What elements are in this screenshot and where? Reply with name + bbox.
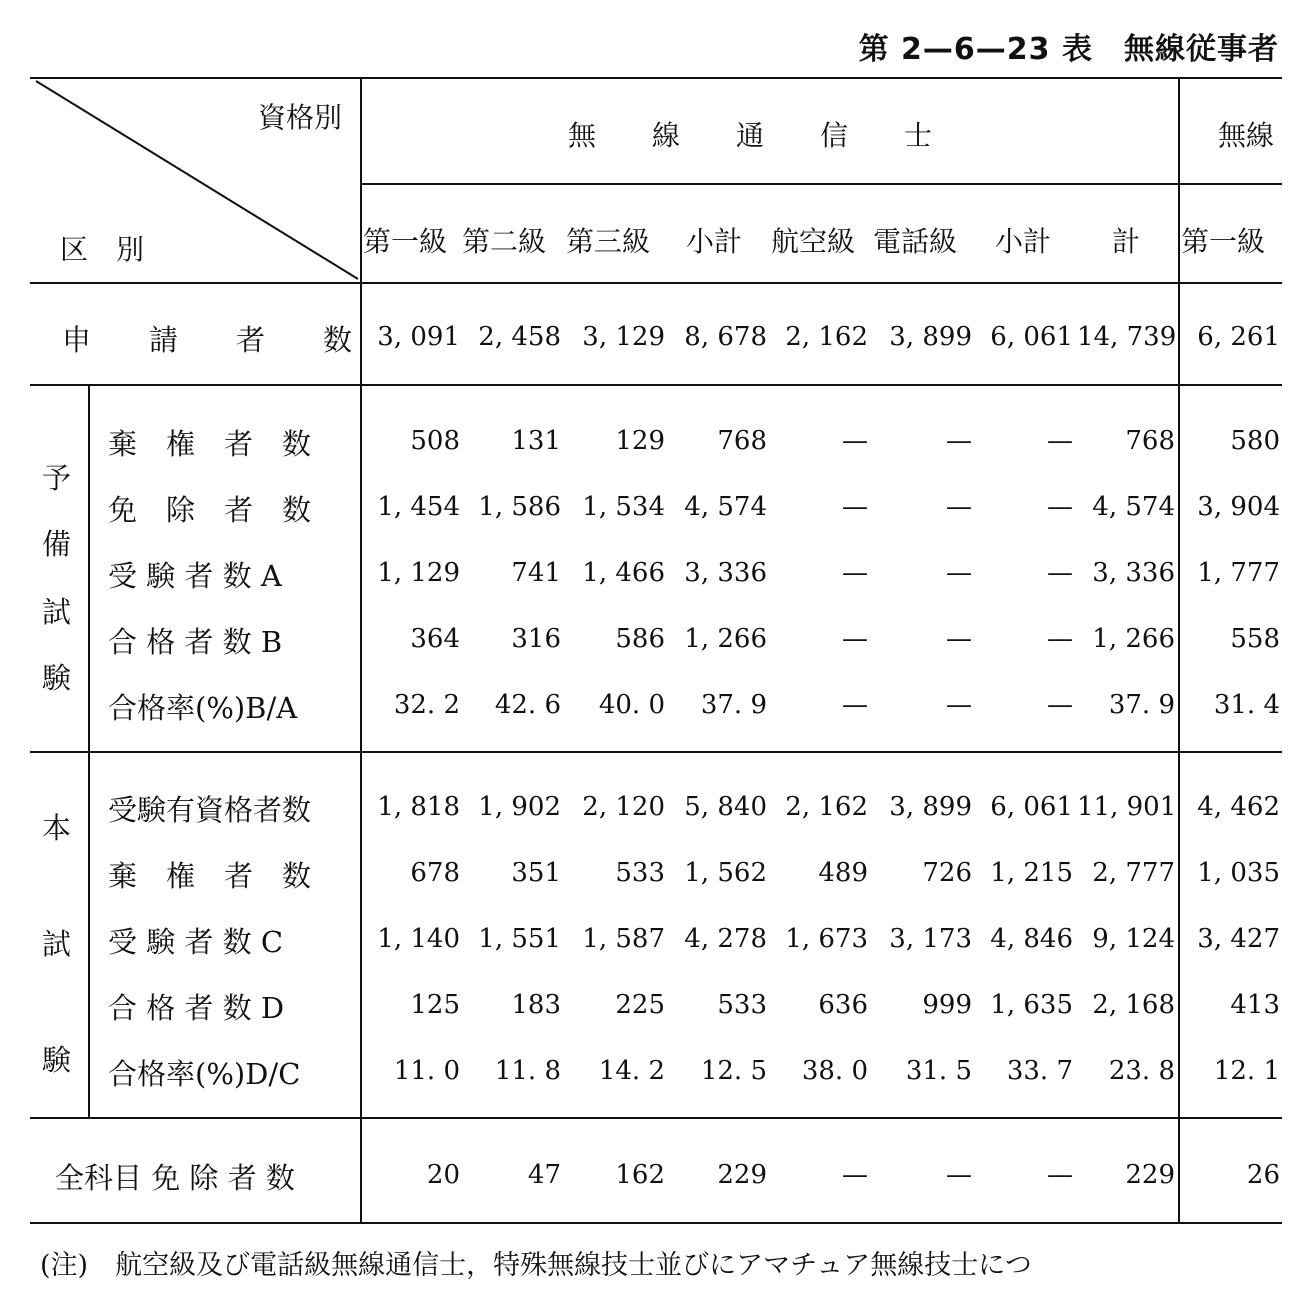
rule-main-bottom	[30, 1117, 1282, 1119]
table-cell: 726	[922, 858, 972, 888]
row-label-all-exempt: 全科目 免 除 者 数	[55, 1161, 295, 1195]
table-cell: 2, 120	[582, 792, 665, 822]
table-cell: 6, 061	[990, 322, 1073, 352]
row-label-main: 棄 権 者 数	[108, 859, 312, 893]
table-cell: 2, 162	[785, 322, 868, 352]
footnote: (注) 航空級及び電話級無線通信士，特殊無線技士並びにアマチュア無線技士につ	[40, 1250, 1032, 1281]
table-cell: 316	[511, 624, 561, 654]
table-cell: 4, 462	[1197, 792, 1280, 822]
table-cell: 999	[922, 990, 972, 1020]
table-cell: 364	[410, 624, 460, 654]
table-cell: 3, 899	[889, 322, 972, 352]
group-label-prelim: 予	[42, 461, 72, 495]
table-cell: 3, 091	[377, 322, 460, 352]
table-cell: 1, 035	[1197, 858, 1280, 888]
table-cell: 3, 899	[889, 792, 972, 822]
col-header: 第三級	[566, 225, 651, 258]
table-cell: 229	[717, 1160, 767, 1190]
row-label-main: 合格率(%)D/C	[108, 1057, 301, 1091]
group-label-prelim: 験	[42, 661, 72, 695]
row-label-prelim: 棄 権 者 数	[108, 427, 312, 461]
row-label-main: 受験有資格者数	[108, 793, 312, 827]
table-cell: 533	[615, 858, 665, 888]
table-cell: 229	[1125, 1160, 1175, 1190]
table-cell: —	[946, 558, 972, 588]
group-label-prelim: 備	[42, 527, 72, 561]
table-cell: 413	[1230, 990, 1280, 1020]
table-cell: 11. 8	[494, 1056, 561, 1086]
rule-bottom	[30, 1222, 1282, 1224]
row-label-prelim: 合格率(%)B/A	[108, 691, 298, 725]
table-cell: 3, 427	[1197, 924, 1280, 954]
table-cell: 3, 129	[582, 322, 665, 352]
rule-group-column	[88, 384, 90, 1117]
table-cell: 1, 587	[582, 924, 665, 954]
rule-applicants-bottom	[30, 384, 1282, 386]
rule-prelim-bottom	[30, 751, 1282, 753]
table-cell: 47	[527, 1160, 561, 1190]
table-cell: 31. 4	[1213, 690, 1280, 720]
table-cell: 2, 162	[785, 792, 868, 822]
row-label-prelim: 受 験 者 数 A	[108, 559, 282, 593]
table-cell: 678	[410, 858, 460, 888]
table-cell: 1, 266	[1092, 624, 1175, 654]
table-cell: 741	[511, 558, 561, 588]
table-cell: 533	[717, 990, 767, 1020]
col-header: 第二級	[462, 225, 547, 258]
table-cell: 131	[511, 426, 561, 456]
col-header: 小計	[995, 225, 1052, 258]
diag-bottom-label: 区 別	[60, 233, 145, 266]
table-cell: —	[1047, 624, 1073, 654]
col-header: 航空級	[771, 225, 856, 258]
table-cell: 2, 777	[1092, 858, 1175, 888]
table-cell: —	[842, 558, 868, 588]
col-header: 電話級	[873, 225, 958, 258]
table-cell: —	[1047, 492, 1073, 522]
table-cell: —	[946, 1160, 972, 1190]
diag-top-label: 資格別	[258, 101, 343, 134]
table-cell: 11, 901	[1077, 792, 1177, 822]
table-cell: 2, 458	[478, 322, 561, 352]
table-cell: 6, 261	[1197, 322, 1280, 352]
table-cell: 32. 2	[393, 690, 460, 720]
table-cell: 12. 5	[700, 1056, 767, 1086]
table-cell: 586	[615, 624, 665, 654]
row-label-main: 合 格 者 数 D	[108, 991, 285, 1025]
table-cell: 1, 215	[990, 858, 1073, 888]
table-cell: —	[842, 1160, 868, 1190]
table-cell: —	[842, 426, 868, 456]
table-cell: 1, 454	[377, 492, 460, 522]
table-cell: 183	[511, 990, 561, 1020]
table-cell: 636	[818, 990, 868, 1020]
table-cell: 3, 904	[1197, 492, 1280, 522]
table-cell: 3, 336	[1092, 558, 1175, 588]
table-cell: 768	[717, 426, 767, 456]
table-cell: 4, 278	[684, 924, 767, 954]
col-header: 計	[1112, 225, 1141, 258]
table-cell: 12. 1	[1213, 1056, 1280, 1086]
table-cell: 4, 574	[684, 492, 767, 522]
table-cell: 1, 129	[377, 558, 460, 588]
table-cell: 14. 2	[598, 1056, 665, 1086]
table-cell: 37. 9	[1108, 690, 1175, 720]
table-cell: —	[842, 492, 868, 522]
table-cell: 1, 266	[684, 624, 767, 654]
table-cell: 11. 0	[393, 1056, 460, 1086]
table-cell: —	[842, 624, 868, 654]
table-cell: 40. 0	[598, 690, 665, 720]
table-title: 第 2—6—23 表 無線従事者	[858, 32, 1279, 67]
group-label-main: 験	[42, 1043, 72, 1077]
table-cell: 37. 9	[700, 690, 767, 720]
table-cell: 129	[615, 426, 665, 456]
table-cell: 6, 061	[990, 792, 1073, 822]
row-label-prelim: 合 格 者 数 B	[108, 625, 283, 659]
table-cell: 1, 902	[478, 792, 561, 822]
table-cell: 162	[615, 1160, 665, 1190]
table-cell: —	[1047, 558, 1073, 588]
table-cell: 1, 635	[990, 990, 1073, 1020]
table-cell: 26	[1246, 1160, 1280, 1190]
table-cell: —	[1047, 1160, 1073, 1190]
table-cell: 558	[1230, 624, 1280, 654]
table-cell: 489	[818, 858, 868, 888]
col-header: 第一級	[363, 225, 448, 258]
table-cell: 9, 124	[1092, 924, 1175, 954]
group-header-radio-operator: 無 線 通 信 士	[568, 119, 933, 152]
table-cell: —	[946, 426, 972, 456]
rule-subheader	[362, 183, 1282, 185]
table-cell: 31. 5	[905, 1056, 972, 1086]
group-header-right: 無線	[1218, 119, 1275, 152]
table-cell: 4, 846	[990, 924, 1073, 954]
table-cell: —	[1047, 426, 1073, 456]
table-cell: 1, 586	[478, 492, 561, 522]
table-cell: 1, 777	[1197, 558, 1280, 588]
group-label-main: 試	[42, 927, 72, 961]
table-cell: 580	[1230, 426, 1280, 456]
table-cell: —	[842, 690, 868, 720]
table-cell: 768	[1125, 426, 1175, 456]
table-cell: 3, 336	[684, 558, 767, 588]
table-cell: 125	[410, 990, 460, 1020]
table-cell: 38. 0	[801, 1056, 868, 1086]
table-cell: 2, 168	[1092, 990, 1175, 1020]
table-cell: 8, 678	[684, 322, 767, 352]
table-cell: 20	[426, 1160, 460, 1190]
row-label-prelim: 免 除 者 数	[108, 493, 312, 527]
table-cell: 1, 466	[582, 558, 665, 588]
table-cell: 4, 574	[1092, 492, 1175, 522]
table-cell: 1, 551	[478, 924, 561, 954]
table-cell: 5, 840	[684, 792, 767, 822]
col-header: 第一級	[1181, 225, 1266, 258]
table-cell: 1, 673	[785, 924, 868, 954]
table-cell: 351	[511, 858, 561, 888]
table-cell: 1, 140	[377, 924, 460, 954]
row-label-main: 受 験 者 数 C	[108, 925, 284, 959]
table-cell: —	[946, 492, 972, 522]
row-label-applicants: 申 請 者 数	[62, 323, 353, 357]
table-cell: 14, 739	[1077, 322, 1177, 352]
table-cell: 1, 818	[377, 792, 460, 822]
col-header: 小計	[686, 225, 743, 258]
table-cell: 23. 8	[1108, 1056, 1175, 1086]
group-label-prelim: 試	[42, 595, 72, 629]
table-cell: —	[1047, 690, 1073, 720]
table-cell: 508	[410, 426, 460, 456]
table-cell: 42. 6	[494, 690, 561, 720]
table-cell: 3, 173	[889, 924, 972, 954]
rule-right-column	[1178, 77, 1180, 1222]
table-cell: 1, 562	[684, 858, 767, 888]
table-cell: 225	[615, 990, 665, 1020]
table-cell: 1, 534	[582, 492, 665, 522]
table-cell: 33. 7	[1006, 1056, 1073, 1086]
table-cell: —	[946, 690, 972, 720]
table-cell: —	[946, 624, 972, 654]
group-label-main: 本	[42, 811, 72, 845]
